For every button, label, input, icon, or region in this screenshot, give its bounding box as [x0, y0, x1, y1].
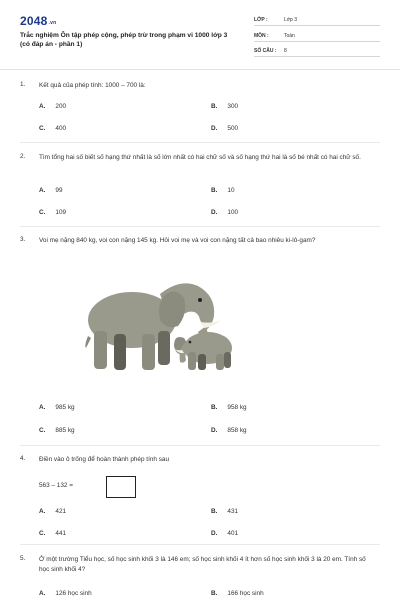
option-c[interactable] — [39, 125, 66, 132]
question-3 — [20, 236, 380, 446]
option-value: 200 — [55, 103, 67, 110]
option-d[interactable] — [211, 125, 238, 132]
option-letter: A. — [39, 103, 46, 110]
option-letter: D. — [211, 427, 218, 434]
meta-value: Toán — [284, 33, 295, 39]
option-letter: C. — [39, 209, 46, 216]
option-letter: D. — [211, 530, 218, 537]
option-a[interactable] — [39, 508, 66, 515]
meta-subject-row — [254, 30, 380, 42]
option-a[interactable] — [39, 404, 75, 411]
question-number: 4. — [20, 455, 26, 462]
answer-box[interactable] — [106, 476, 136, 498]
meta-count-row — [254, 45, 380, 57]
option-letter: D. — [211, 125, 218, 132]
option-letter: B. — [211, 404, 218, 411]
question-text: Voi mẹ nặng 840 kg, voi con nặng 145 kg. Hỏi voi mẹ và voi con nặng tất cả bao nhiêu ki-lô-gam? — [39, 237, 316, 244]
meta-key: SỐ CÂU : — [254, 48, 277, 54]
option-value: 126 học sinh — [55, 590, 92, 597]
option-letter: D. — [211, 209, 218, 216]
option-a[interactable] — [39, 590, 92, 597]
question-text: Ở một trường Tiểu học, số học sinh khối 3 là 146 em; số học sinh khối 4 ít hơn số học sinh khối 3 là 20 em. Tính số học sinh khối 4? — [39, 556, 366, 573]
option-d[interactable] — [211, 530, 238, 537]
meta-value: Lớp 3 — [284, 17, 298, 23]
option-letter: B. — [211, 590, 218, 597]
question-number: 1. — [20, 81, 26, 88]
option-b[interactable] — [211, 103, 238, 110]
meta-value: 8 — [284, 48, 287, 54]
meta-key: LỚP : — [254, 17, 268, 23]
option-c[interactable] — [39, 209, 66, 216]
option-letter: C. — [39, 530, 46, 537]
option-value: 10 — [227, 187, 235, 194]
option-value: 421 — [55, 508, 67, 515]
option-b[interactable] — [211, 187, 235, 194]
option-a[interactable] — [39, 103, 66, 110]
option-value: 109 — [55, 209, 67, 216]
option-value: 401 — [227, 530, 239, 537]
option-value: 441 — [55, 530, 67, 537]
page-title: Trắc nghiệm Ôn tập phép cộng, phép trừ trong phạm vi 1000 lớp 3 (có đáp án - phần 1) — [20, 32, 228, 48]
question-1 — [20, 81, 380, 143]
option-letter: C. — [39, 427, 46, 434]
meta-key: MÔN : — [254, 33, 269, 39]
option-letter: A. — [39, 590, 46, 597]
page-header — [0, 0, 400, 70]
question-number: 5. — [20, 555, 26, 562]
option-value: 166 học sinh — [227, 590, 264, 597]
option-value: 100 — [227, 209, 239, 216]
option-letter: A. — [39, 508, 46, 515]
question-4 — [20, 455, 380, 545]
site-logo[interactable] — [20, 14, 56, 28]
option-letter: B. — [211, 508, 218, 515]
option-value: 858 kg — [227, 427, 247, 434]
option-letter: A. — [39, 404, 46, 411]
option-value: 885 kg — [55, 427, 75, 434]
option-value: 400 — [55, 125, 67, 132]
question-number: 3. — [20, 236, 26, 243]
option-value: 500 — [227, 125, 239, 132]
option-c[interactable] — [39, 427, 75, 434]
option-a[interactable] — [39, 187, 63, 194]
question-text: Điền vào ô trống để hoàn thành phép tính sau — [39, 456, 170, 463]
option-d[interactable] — [211, 427, 247, 434]
option-letter: A. — [39, 187, 46, 194]
question-5 — [20, 555, 380, 600]
option-b[interactable] — [211, 590, 264, 597]
meta-class-row — [254, 14, 380, 26]
elephant-illustration — [80, 276, 240, 376]
math-expression: 563 – 132 = — [39, 482, 73, 489]
option-value: 985 kg — [55, 404, 75, 411]
question-number: 2. — [20, 153, 26, 160]
option-c[interactable] — [39, 530, 66, 537]
option-value: 958 kg — [227, 404, 247, 411]
question-text: Tìm tổng hai số biết số hạng thứ nhất là số lớn nhất có hai chữ số và số hạng thứ hai là số bé nhất có hai chữ số. — [39, 154, 361, 161]
option-value: 300 — [227, 103, 239, 110]
option-b[interactable] — [211, 404, 247, 411]
option-value: 99 — [55, 187, 63, 194]
option-value: 431 — [227, 508, 239, 515]
question-text: Kết quả của phép tính: 1000 – 700 là: — [39, 82, 146, 89]
option-d[interactable] — [211, 209, 238, 216]
question-2 — [20, 153, 380, 227]
option-letter: B. — [211, 187, 218, 194]
option-b[interactable] — [211, 508, 238, 515]
option-letter: B. — [211, 103, 218, 110]
logo-number: 2048 — [20, 14, 48, 28]
logo-suffix: .vn — [48, 20, 57, 26]
option-letter: C. — [39, 125, 46, 132]
